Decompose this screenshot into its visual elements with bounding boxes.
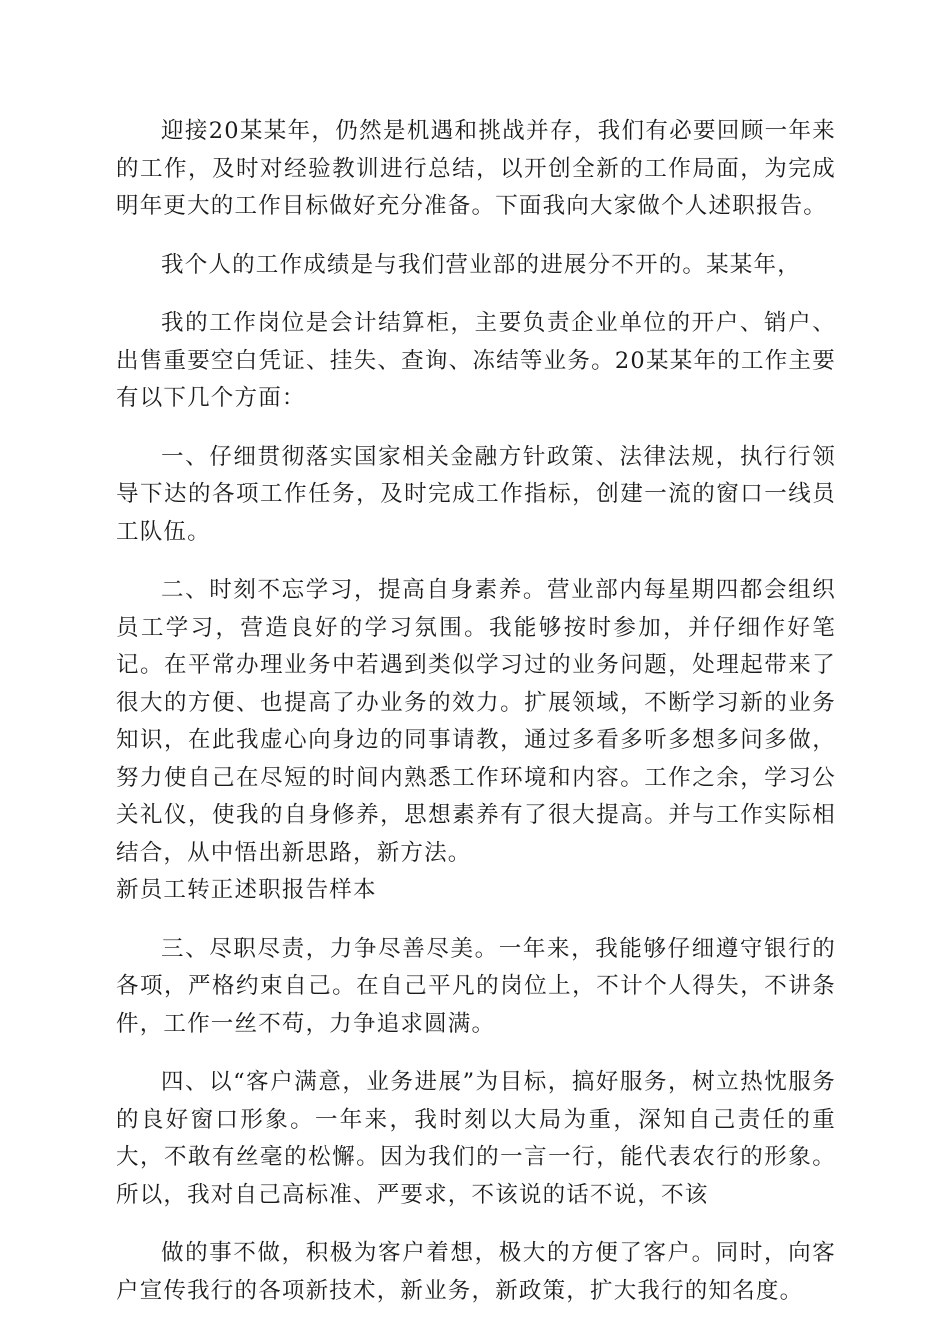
paragraph-job-position: 我的工作岗位是会计结算柜，主要负责企业单位的开户、销户、出售重要空白凭证、挂失、查询、冻结等业务。20某某年的工作主要有以下几个方面： <box>116 310 836 411</box>
paragraph-intro: 迎接20某某年，仍然是机遇和挑战并存，我们有必要回顾一年来的工作，及时对经验教训进行总结，以开创全新的工作局面，为完成明年更大的工作目标做好充分准备。下面我向大家做个人述职报告。 <box>116 118 836 219</box>
paragraph-point-one: 一、仔细贯彻落实国家相关金融方针政策、法律法规，执行行领导下达的各项工作任务，及时完成工作指标，创建一流的窗口一线员工队伍。 <box>116 443 836 545</box>
paragraph-point-three: 三、尽职尽责，力争尽善尽美。一年来，我能够仔细遵守银行的各项，严格约束自己。在自己平凡的岗位上，不计个人得失，不讲条件，工作一丝不苟，力争追求圆满。 <box>116 935 836 1037</box>
paragraph-personal-achievement: 我个人的工作成绩是与我们营业部的进展分不开的。某某年， <box>161 251 801 278</box>
paragraph-sample-title: 新员工转正述职报告样本 <box>116 877 377 903</box>
paragraph-service: 做的事不做，积极为客户着想，极大的方便了客户。同时，向客户宣传我行的各项新技术，新业务，新政策，扩大我行的知名度。 <box>116 1240 836 1304</box>
document-body <box>116 113 836 1331</box>
paragraph-point-four: 四、以“客户满意，业务进展”为目标，搞好服务，树立热忱服务的良好窗口形象。一年来，我时刻以大局为重，深知自己责任的重大，不敢有丝毫的松懈。因为我们的一言一行，能代表农行的形象。所以，我对自己高标准、严要求，不该说的话不说，不该 <box>116 1069 836 1208</box>
paragraph-point-two: 二、时刻不忘学习，提高自身素养。营业部内每星期四都会组织员工学习，营造良好的学习氛围。我能够按时参加，并仔细作好笔记。在平常办理业务中若遇到类似学习过的业务问题，处理起带来了很大的方便、也提高了办业务的效力。扩展领域，不断学习新的业务知识，在此我虚心向身边的同事请教，通过多看多听多想多问多做，努力使自己在尽短的时间内熟悉工作环境和内容。工作之余，学习公关礼仪，使我的自身修养，思想素养有了很大提高。并与工作实际相结合，从中悟出新思路，新方法。 <box>116 577 836 866</box>
